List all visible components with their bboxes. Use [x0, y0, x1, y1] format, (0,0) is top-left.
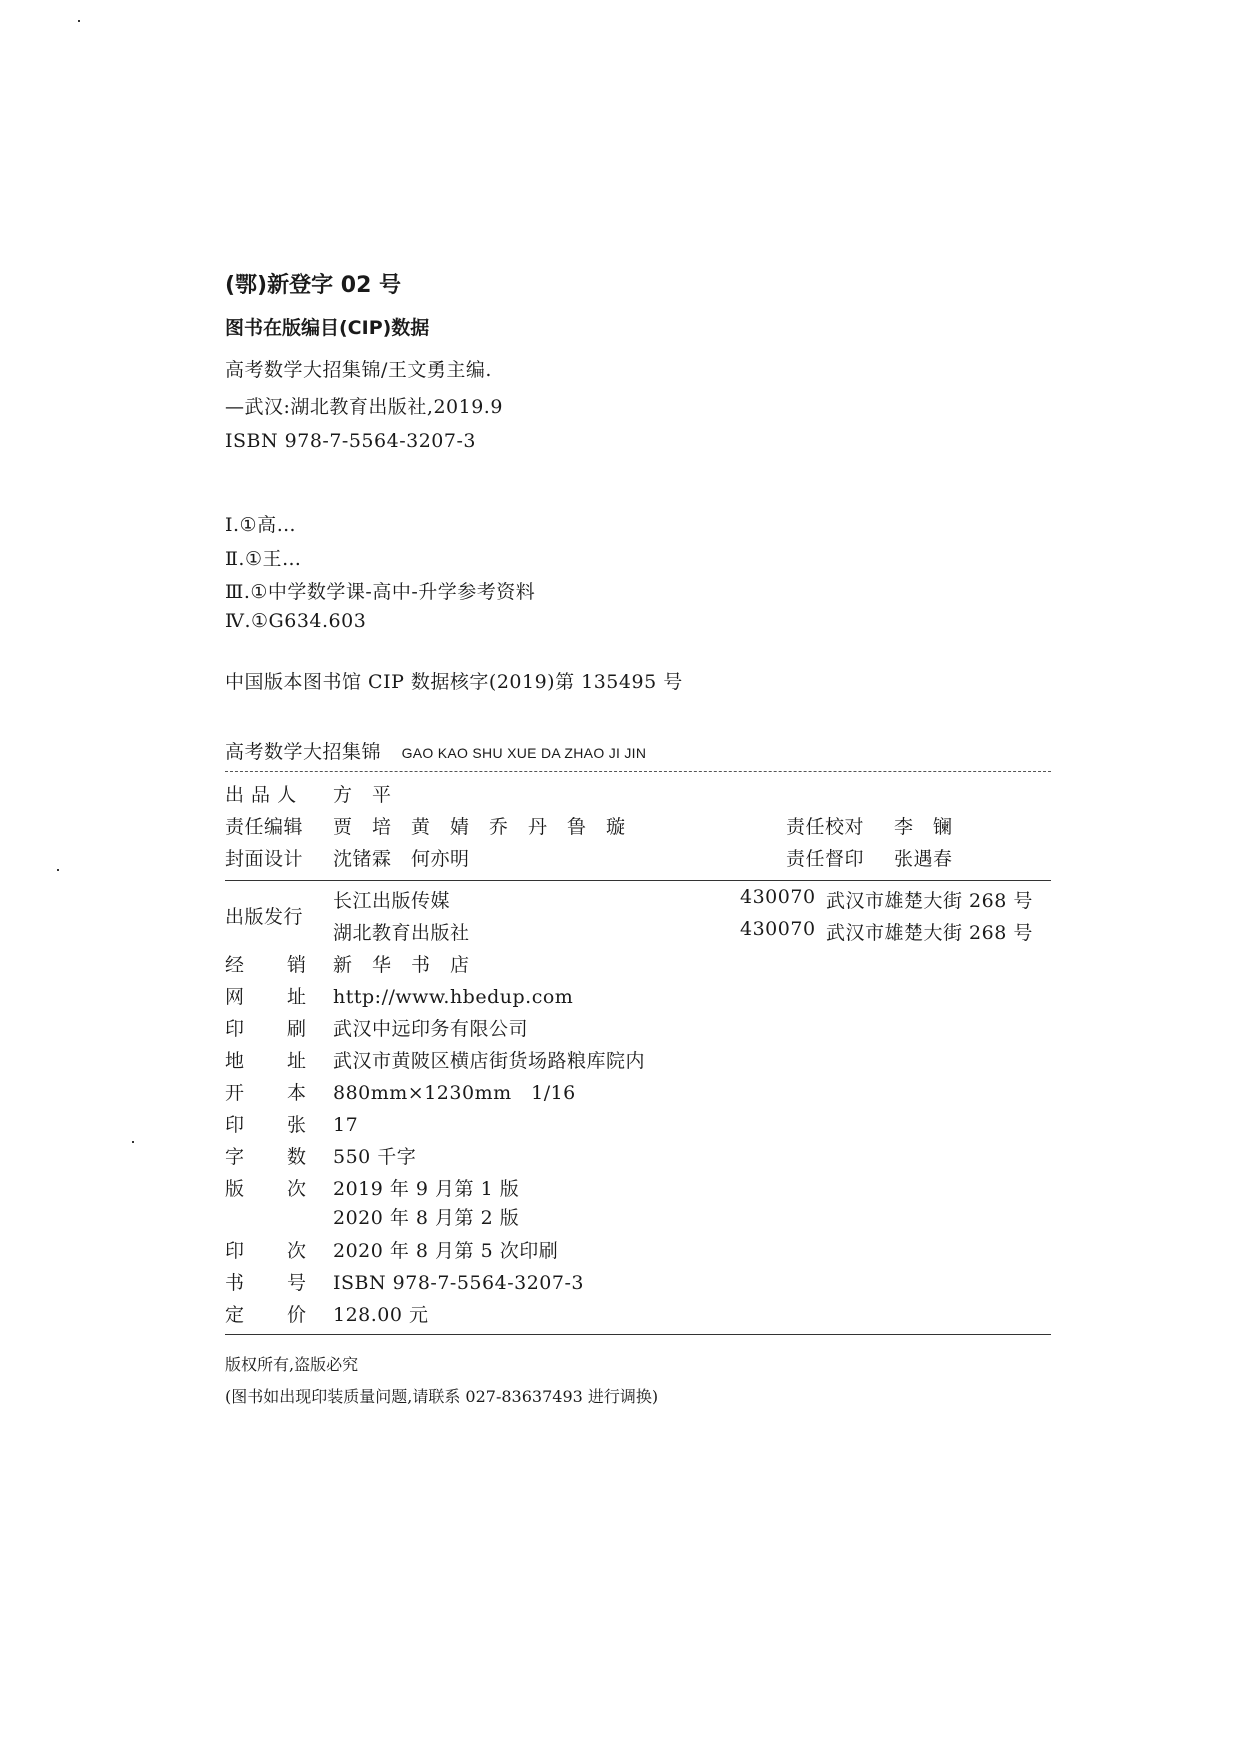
registration-number: (鄂)新登字 02 号: [225, 273, 402, 298]
classification-4: Ⅳ.①G634.603: [225, 610, 367, 632]
cip-heading: 图书在版编目(CIP)数据: [225, 317, 430, 339]
producer-value: 方 平: [333, 784, 392, 806]
detail-label: 号: [287, 1272, 307, 1294]
detail-row-impression: [225, 1236, 558, 1263]
detail-row-address: [225, 1046, 645, 1073]
quality-notice: (图书如出现印装质量问题,请联系 027-83637493 进行调换): [225, 1387, 659, 1406]
scan-speck: [57, 869, 59, 871]
detail-label: 址: [287, 1050, 307, 1072]
detail-label: 本: [287, 1082, 307, 1104]
divider-staff: [225, 880, 1051, 881]
detail-row-printer: [225, 1014, 528, 1041]
detail-value: 新 华 书 店: [333, 954, 470, 976]
detail-value: 武汉中远印务有限公司: [333, 1018, 529, 1040]
scan-speck: [78, 20, 80, 22]
detail-value: 2019 年 9 月第 1 版: [333, 1178, 520, 1200]
detail-row-website: [225, 982, 573, 1009]
detail-label: 次: [287, 1178, 307, 1200]
detail-label: 字: [225, 1146, 245, 1168]
classification-3: Ⅲ.①中学数学课-高中-升学参考资料: [225, 581, 536, 603]
cover-design-row: [225, 844, 470, 871]
cip-isbn-line: ISBN 978-7-5564-3207-3: [225, 430, 476, 452]
detail-label: 数: [287, 1146, 307, 1168]
detail-row-edition: [225, 1174, 519, 1201]
proofreader-label: 责任校对: [786, 816, 865, 838]
detail-row-format: [225, 1078, 576, 1105]
detail-label: 网: [225, 986, 245, 1008]
editors-value: 贾 培 黄 婧 乔 丹 鲁 璇: [333, 816, 626, 838]
detail-row-wordcount: [225, 1142, 416, 1169]
detail-row-price: [225, 1300, 429, 1327]
detail-label: 定: [225, 1304, 245, 1326]
detail-label: 印: [225, 1018, 245, 1040]
book-title: [225, 737, 646, 764]
cip-title-line: 高考数学大招集锦/王文勇主编.: [225, 359, 492, 381]
cover-design-label: 封面设计: [225, 848, 304, 870]
producer-label: 出 品 人: [225, 784, 297, 806]
detail-label: 版: [225, 1178, 245, 1200]
detail-value: 128.00 元: [333, 1304, 429, 1326]
detail-row-distribution: [225, 950, 470, 977]
detail-label: 印: [225, 1240, 245, 1262]
publisher-address-2: 武汉市雄楚大街 268 号: [826, 922, 1033, 944]
detail-label: 地: [225, 1050, 245, 1072]
copyright-notice: 版权所有,盗版必究: [225, 1355, 359, 1374]
detail-value: 17: [333, 1114, 359, 1136]
detail-label: 址: [287, 986, 307, 1008]
detail-value: 2020 年 8 月第 5 次印刷: [333, 1240, 559, 1262]
cover-design-value: 沈锗霖 何亦明: [333, 848, 470, 870]
publisher-postcode-2: 430070: [740, 918, 816, 940]
editors-label: 责任编辑: [225, 816, 304, 838]
detail-label: 价: [287, 1304, 307, 1326]
divider-top: [225, 771, 1051, 772]
website-link[interactable]: http://www.hbedup.com: [333, 986, 574, 1008]
detail-label: 经: [225, 954, 245, 976]
detail-row-isbn: [225, 1268, 584, 1295]
detail-value: 880mm×1230mm 1/16: [333, 1082, 576, 1104]
detail-value: 550 千字: [333, 1146, 417, 1168]
detail-row-sheets: [225, 1110, 358, 1137]
print-supervisor-label: 责任督印: [786, 848, 865, 870]
detail-row-edition-2: 2020 年 8 月第 2 版: [333, 1207, 520, 1229]
publisher-name-1: 长江出版传媒: [333, 890, 451, 912]
detail-label: 开: [225, 1082, 245, 1104]
classification-2: Ⅱ.①王…: [225, 548, 302, 570]
cip-publisher-line: —武汉:湖北教育出版社,2019.9: [225, 396, 503, 418]
detail-label: 张: [287, 1114, 307, 1136]
publisher-name-2: 湖北教育出版社: [333, 922, 470, 944]
divider-bottom: [225, 1334, 1051, 1335]
detail-label: 印: [225, 1114, 245, 1136]
print-supervisor-value: 张遇春: [894, 848, 953, 870]
classification-1: Ⅰ.①高…: [225, 514, 297, 536]
book-title-pinyin: GAO KAO SHU XUE DA ZHAO JI JIN: [401, 745, 647, 761]
publisher-address-1: 武汉市雄楚大街 268 号: [826, 890, 1033, 912]
producer-row: [225, 780, 392, 807]
detail-value: ISBN 978-7-5564-3207-3: [333, 1272, 584, 1294]
detail-label: 销: [287, 954, 307, 976]
cip-verification: 中国版本图书馆 CIP 数据核字(2019)第 135495 号: [225, 671, 683, 693]
detail-label: 刷: [287, 1018, 307, 1040]
detail-label: 书: [225, 1272, 245, 1294]
detail-value: 武汉市黄陂区横店街货场路粮库院内: [333, 1050, 646, 1072]
proofreader-value: 李 镧: [894, 816, 953, 838]
detail-label: 次: [287, 1240, 307, 1262]
scan-speck: [132, 1141, 134, 1143]
print-supervisor-row: [786, 844, 953, 871]
book-title-cn: 高考数学大招集锦: [225, 741, 382, 763]
proofreader-row: [786, 812, 953, 839]
publisher-postcode-1: 430070: [740, 886, 816, 908]
editors-row: [225, 812, 626, 839]
publisher-label: 出版发行: [225, 906, 304, 928]
